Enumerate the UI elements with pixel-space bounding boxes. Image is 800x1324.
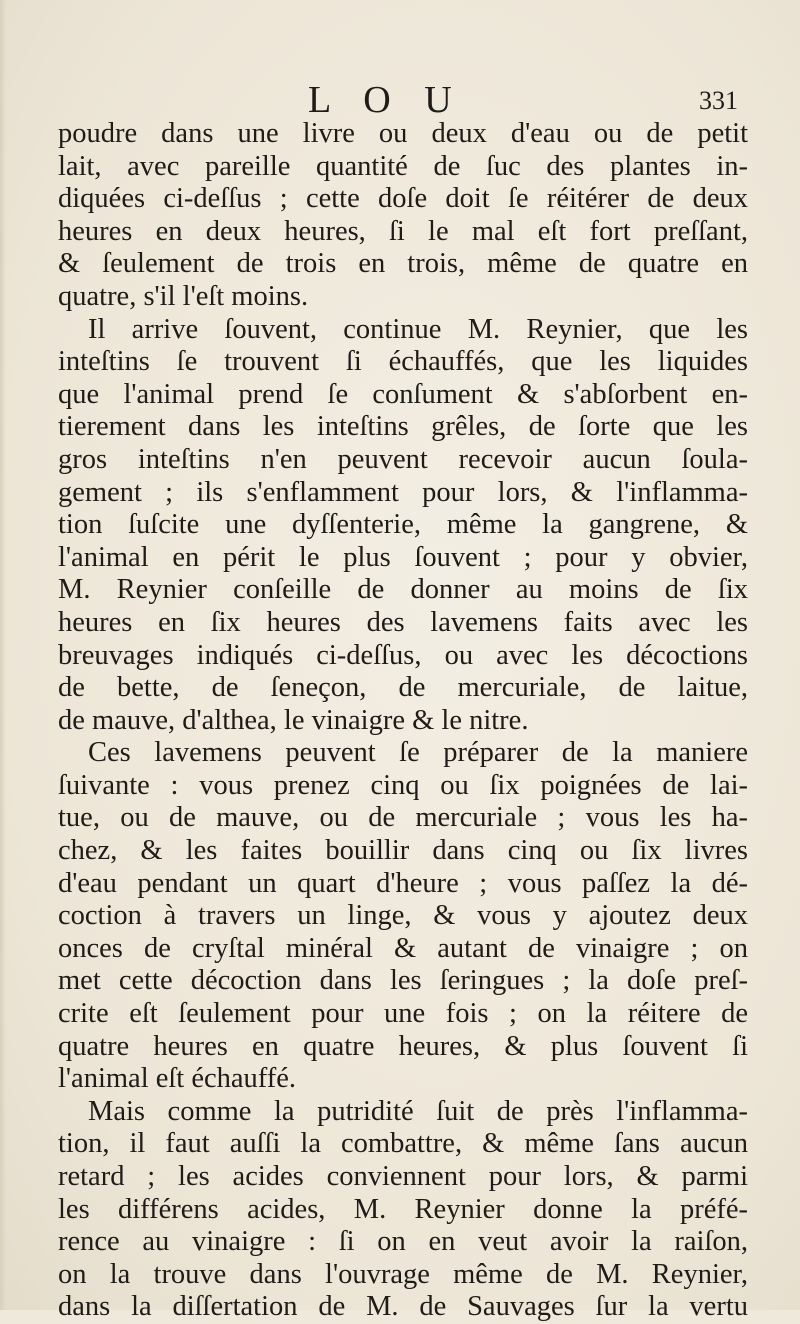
text-line: chez, & les faites bouillir dans cinq ou ſix livres — [58, 835, 748, 867]
text-line: de bette, de ſeneçon, de mercuriale, de laitue, — [58, 672, 748, 704]
text-line: Mais comme la putridité ſuit de près l'inflamma- — [88, 1095, 748, 1127]
text-line: ſuivante : vous prenez cinq ou ſix poignées de lai- — [58, 769, 748, 801]
text-line: coction à travers un linge, & vous y ajoutez deux — [58, 900, 748, 932]
text-line: retard ; les acides conviennent pour lors, & parmi — [58, 1161, 748, 1192]
text-line: rence au vinaigre : ſi on en veut avoir la raiſon, — [58, 1226, 748, 1258]
text-line: quatre heures en quatre heures, & plus ſouvent ſi — [58, 1030, 748, 1062]
text-line: tierement dans les inteſtins grêles, de ſorte que les — [58, 411, 748, 443]
text-line: l'animal eſt échauffé. — [58, 1063, 297, 1095]
text-line: de mauve, d'althea, le vinaigre & le nitre. — [58, 704, 529, 736]
body-text — [58, 118, 748, 1324]
text-line: l'animal en périt le plus ſouvent ; pour y obvier, — [58, 541, 748, 573]
text-line: crite eſt ſeulement pour une fois ; on la réitere de — [58, 998, 748, 1030]
text-line: tion ſuſcite une dyſſenterie, même la gangrene, & — [58, 509, 748, 541]
text-line: diquées ci-deſſus ; cette doſe doit ſe réitérer de deux — [58, 183, 748, 215]
text-line: Ces lavemens peuvent ſe préparer de la maniere — [88, 737, 748, 769]
text-line: heures en deux heures, ſi le mal eſt fort preſſant, — [58, 215, 748, 247]
running-head — [58, 78, 748, 122]
text-line: gement ; ils s'enflamment pour lors, & l'inflamma- — [58, 476, 748, 508]
text-line: Il arrive ſouvent, continue M. Reynier, que les — [88, 313, 748, 345]
text-line: met cette décoction dans les ſeringues ; la doſe preſ- — [58, 965, 748, 997]
text-line: lait, avec pareille quantité de ſuc des plantes in- — [58, 150, 748, 182]
text-line: poudre dans une livre ou deux d'eau ou de petit — [58, 118, 748, 149]
text-line: on la trouve dans l'ouvrage même de M. Reynier, — [58, 1258, 748, 1290]
text-line: M. Reynier conſeille de donner au moins de ſix — [58, 574, 748, 606]
page-gutter-shadow — [0, 0, 6, 1310]
text-line: onces de cryſtal minéral & autant de vinaigre ; on — [58, 932, 748, 964]
text-line: les différens acides, M. Reynier donne la préfé- — [58, 1193, 748, 1225]
text-line: & ſeulement de trois en trois, même de quatre en — [58, 248, 748, 280]
text-line: que l'animal prend ſe conſument & s'abſorbent en- — [58, 378, 748, 410]
page-number: 331 — [699, 86, 738, 115]
text-line: quatre, s'il l'eſt moins. — [58, 280, 309, 312]
text-line: heures en ſix heures des lavemens faits avec les — [58, 606, 748, 638]
text-line: tion, il faut auſſi la combattre, & même ſans aucun — [58, 1128, 748, 1160]
text-line: gros inteſtins n'en peuvent recevoir aucun ſoula- — [58, 443, 748, 475]
text-line: breuvages indiqués ci-deſſus, ou avec les décoctions — [58, 639, 748, 671]
text-line: dans la diſſertation de M. de Sauvages ſur la vertu — [58, 1291, 748, 1323]
text-line: inteſtins ſe trouvent ſi échauffés, que les liquides — [58, 346, 748, 378]
running-title: L O U — [308, 79, 464, 121]
text-line: tue, ou de mauve, ou de mercuriale ; vous les ha- — [58, 802, 748, 834]
text-line: d'eau pendant un quart d'heure ; vous paſſez la dé- — [58, 867, 748, 899]
